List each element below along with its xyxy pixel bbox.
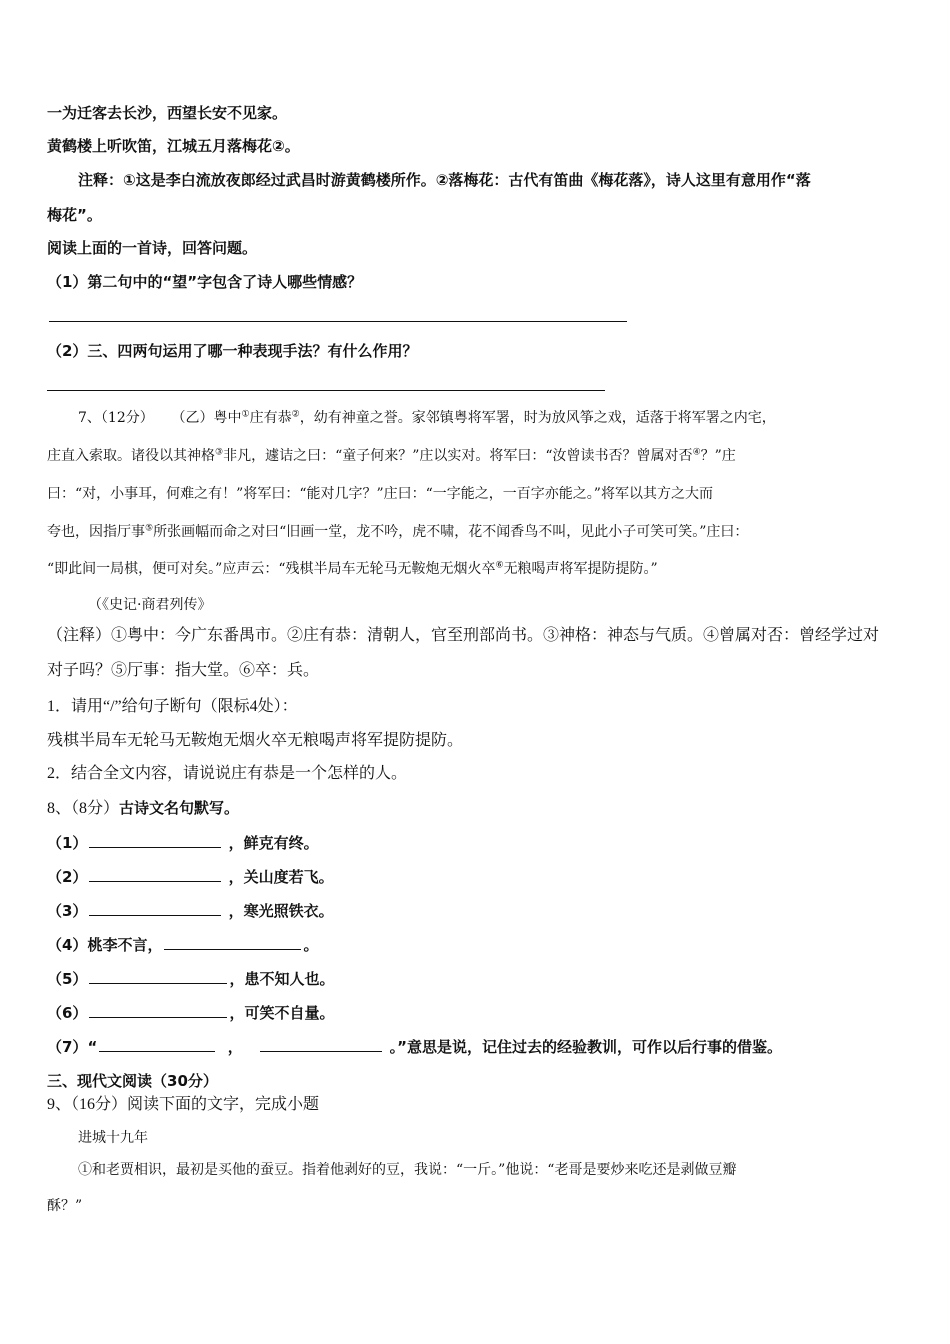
- fill-blank[interactable]: [89, 968, 227, 984]
- footnote-mark: ①: [241, 409, 250, 420]
- q8-number: 8、（8分）: [47, 800, 120, 817]
- poem-note-line-2: 梅花”。: [47, 206, 102, 224]
- q7-text: 庄有恭: [249, 410, 292, 426]
- q8-item-2: [47, 866, 334, 887]
- poem-note-line-1: 注释：①这是李白流放夜郎经过武昌时游黄鹤楼所作。②落梅花：古代有笛曲《梅花落》，诗人这里有意用作“落: [78, 171, 811, 189]
- answer-line-2[interactable]: [47, 390, 605, 391]
- fill-blank[interactable]: [89, 1002, 227, 1018]
- q7-paragraph-line-3: 曰：“对，小事耳，何难之有！”将军曰：“能对几字？”庄曰：“一字能之，一百字亦能之。”将军以其方之大而: [47, 486, 713, 502]
- poem-line-1: 一为迁客去长沙，西望长安不见家。: [47, 104, 288, 122]
- item-text: ，可笑不自量。: [229, 1004, 335, 1022]
- footnote-mark: ⑥: [495, 560, 504, 571]
- fill-blank[interactable]: [89, 900, 221, 916]
- item-text: ，患不知人也。: [229, 970, 335, 988]
- item-text: ，关山度若飞。: [228, 868, 334, 886]
- item-text: 。”意思是说，记住过去的经验教训，可作以后行事的借鉴。: [389, 1038, 783, 1056]
- item-text: 。: [303, 936, 319, 954]
- q7-source: （《史记·商君列传》: [88, 597, 212, 613]
- q7-text: 庄直入索取。诸役以其神格: [47, 448, 215, 464]
- q7-paragraph-line-4: [47, 522, 748, 542]
- item-number: （7）: [47, 1038, 88, 1056]
- q7-text: ？”庄: [700, 448, 736, 464]
- q7-paragraph-line-5: [47, 559, 658, 579]
- item-number: （5）: [47, 970, 88, 988]
- poem-question-2: （2）三、四两句运用了哪一种表现手法？有什么作用？: [47, 342, 418, 360]
- q8-item-3: [47, 900, 334, 921]
- footnote-mark: ⑤: [145, 523, 154, 534]
- q8-header: [47, 798, 239, 819]
- q7-subquestion-1-text: 残棋半局车无轮马无鞍炮无烟火卒无粮喝声将军提防提防。: [47, 732, 464, 749]
- item-text: “: [87, 1038, 98, 1056]
- fill-blank[interactable]: [99, 1036, 215, 1052]
- item-number: （1）: [47, 834, 88, 852]
- item-text: 桃李不言，: [87, 936, 163, 954]
- footnote-mark: ②: [291, 409, 300, 420]
- q7-subquestion-1: 1．请用“/”给句子断句（限标4处）：: [47, 698, 298, 715]
- q8-item-1: [47, 832, 319, 853]
- q7-notes-line-2: 对子吗？⑤厅事：指大堂。⑥卒：兵。: [47, 662, 320, 679]
- fill-blank[interactable]: [164, 934, 301, 950]
- q8-item-7: [47, 1036, 782, 1057]
- poem-instruction: 阅读上面的一首诗，回答问题。: [47, 239, 258, 257]
- q7-paragraph-line-1: [78, 408, 776, 428]
- q7-text: 夸也，因指厅事: [47, 524, 145, 540]
- fill-blank[interactable]: [89, 832, 221, 848]
- fill-blank[interactable]: [260, 1036, 382, 1052]
- q9-paragraph-line-2: 酥？”: [47, 1198, 83, 1214]
- item-number: （4）: [47, 936, 88, 954]
- item-text: ，: [227, 1038, 243, 1056]
- q7-text: ，幼有神童之誉。家邻镇粤将军署，时为放风筝之戏，适落于将军署之内宅，: [299, 410, 776, 426]
- item-number: （2）: [47, 868, 88, 886]
- answer-line-1[interactable]: [49, 321, 627, 322]
- q7-text: （乙）粤中: [171, 410, 242, 426]
- q7-text: 所张画幅而命之对曰“旧画一堂，龙不吟，虎不啸，花不闻香鸟不叫，见此小子可笑可笑。”庄曰：: [153, 524, 749, 540]
- q7-text: “即此间一局棋，便可对矣。”应声云：“残棋半局车无轮马无鞍炮无烟火卒: [47, 561, 496, 577]
- item-text: ，鲜克有终。: [228, 834, 319, 852]
- q8-item-5: [47, 968, 334, 989]
- q7-subquestion-2: 2．结合全文内容，请说说庄有恭是一个怎样的人。: [47, 765, 408, 782]
- fill-blank[interactable]: [89, 866, 221, 882]
- footnote-mark: ④: [692, 447, 701, 458]
- q9-article-title: 进城十九年: [78, 1130, 148, 1146]
- q8-item-4: [47, 934, 318, 955]
- q7-notes-line-1: （注释）①粤中：今广东番禺市。②庄有恭：清朝人，官至刑部尚书。③神格：神态与气质。④曾属对否：曾经学过对: [47, 627, 880, 644]
- q7-number: 7、（12分）: [78, 410, 154, 426]
- q9-header: 9、（16分）阅读下面的文字，完成小题: [47, 1096, 320, 1113]
- section-3-heading: 三、现代文阅读（30分）: [47, 1072, 218, 1090]
- poem-question-1: （1）第二句中的“望”字包含了诗人哪些情感？: [47, 273, 363, 291]
- q7-paragraph-line-2: [47, 446, 736, 466]
- footnote-mark: ③: [215, 447, 224, 458]
- q9-paragraph-line-1: ①和老贾相识，最初是买他的蚕豆。指着他剥好的豆，我说：“一斤。”他说：“老哥是要炒来吃还是剥做豆瓣: [78, 1162, 737, 1178]
- q7-text: 非凡，遽诘之曰：“童子何来？”庄以实对。将军曰：“汝曾读书否？曾属对否: [223, 448, 693, 464]
- item-number: （6）: [47, 1004, 88, 1022]
- q8-item-6: [47, 1002, 334, 1023]
- q8-title: 古诗文名句默写。: [119, 799, 240, 817]
- q7-text: 无粮喝声将军提防提防。”: [503, 561, 658, 577]
- item-number: （3）: [47, 902, 88, 920]
- item-text: ，寒光照铁衣。: [228, 902, 334, 920]
- poem-line-2: 黄鹤楼上听吹笛，江城五月落梅花②。: [47, 137, 300, 155]
